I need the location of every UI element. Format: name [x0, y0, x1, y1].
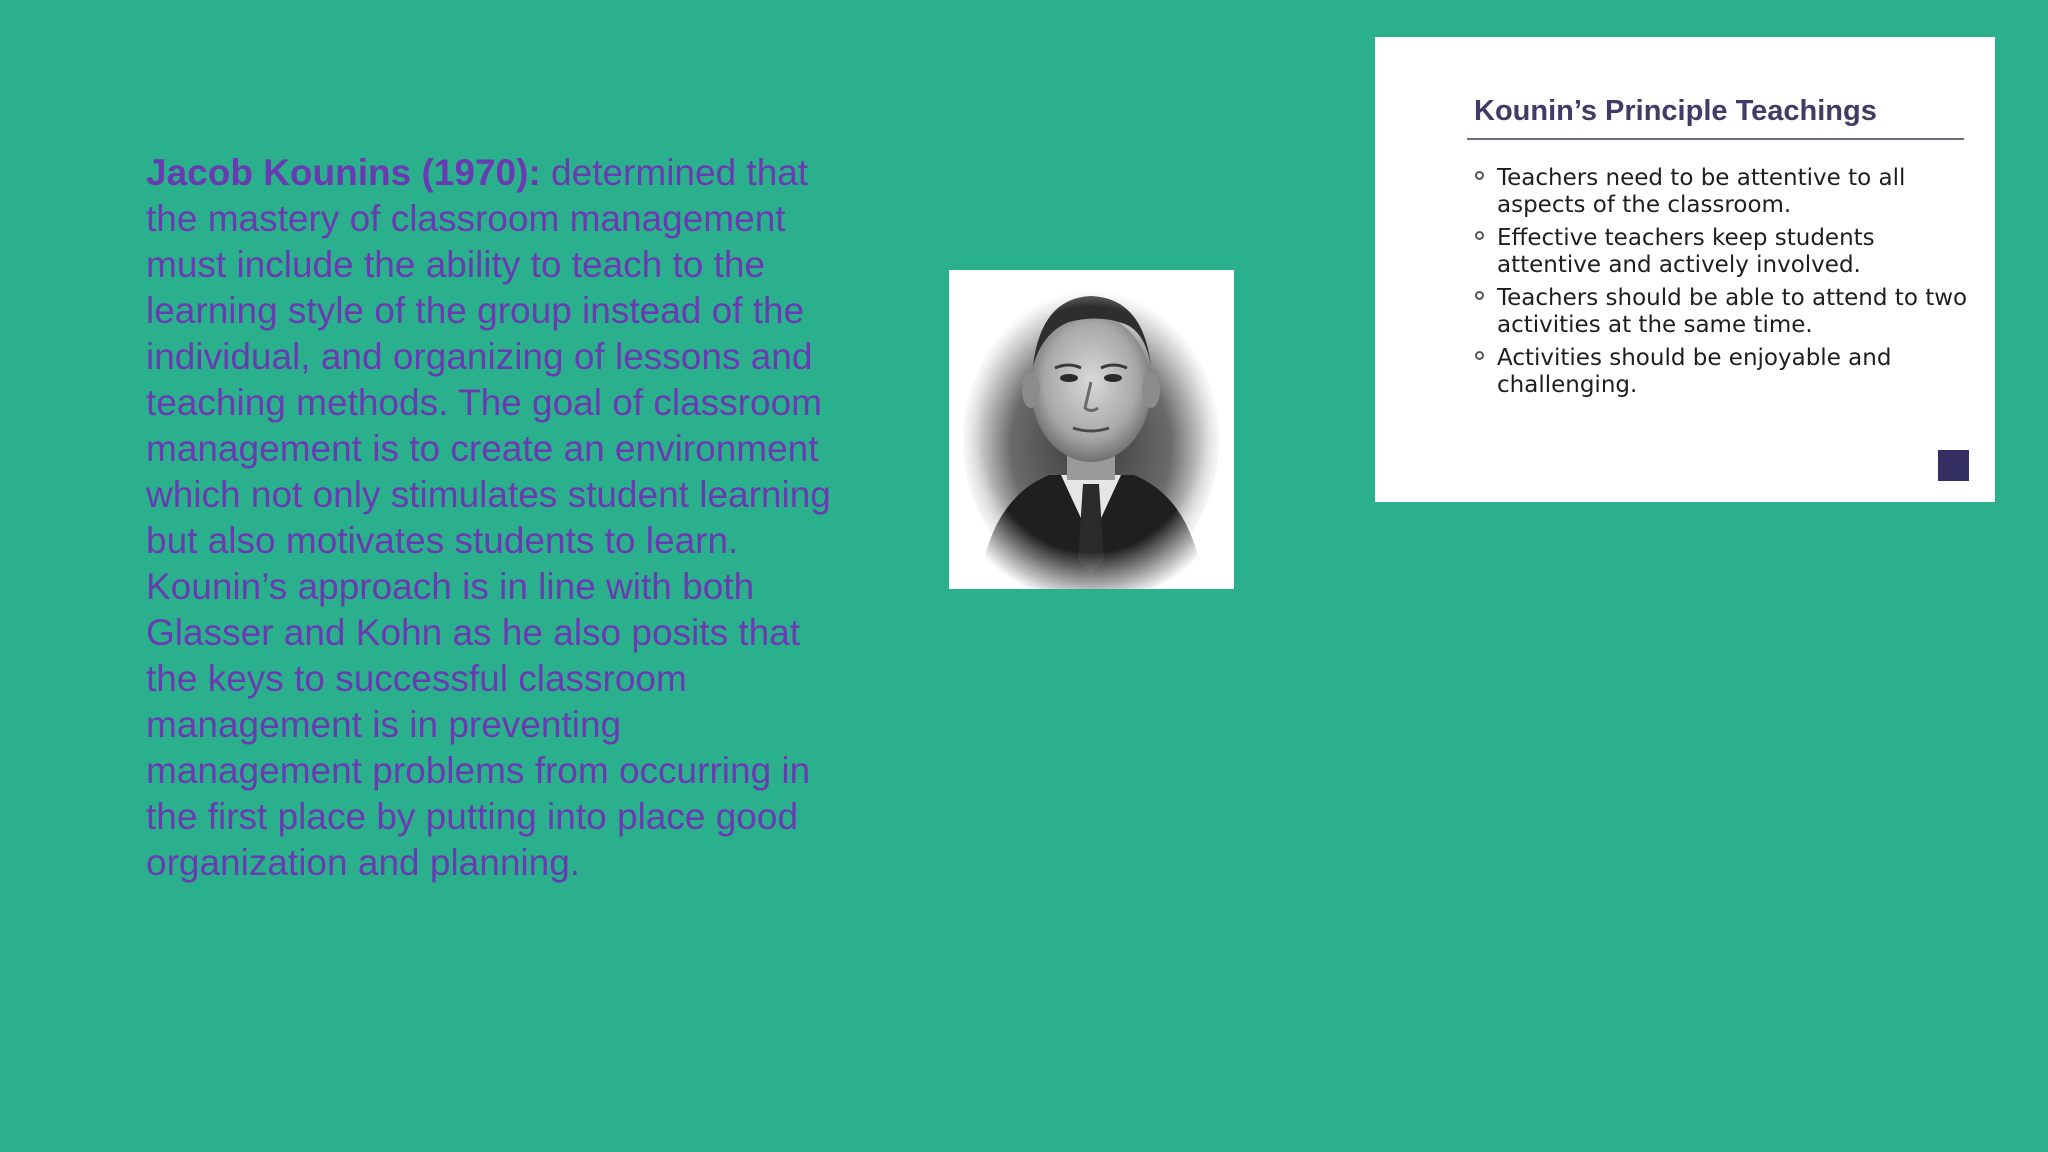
list-item	[1475, 225, 1975, 279]
square-accent-icon	[1938, 450, 1969, 481]
list-item	[1475, 165, 1975, 219]
list-item-text: Teachers should be able to attend to two activities at the same time.	[1497, 285, 1968, 338]
list-item-text: Activities should be enjoyable and challenging.	[1497, 345, 1892, 398]
card-title: Kounin’s Principle Teachings	[1474, 95, 1877, 127]
card-title-divider	[1467, 138, 1964, 140]
body-text-lead: Jacob Kounins (1970):	[146, 152, 541, 193]
list-item	[1475, 285, 1975, 339]
list-item-text: Effective teachers keep students attentive and actively involved.	[1497, 225, 1875, 278]
principles-card	[1375, 37, 1995, 502]
portrait-illustration	[949, 270, 1234, 589]
circle-bullet-icon	[1475, 231, 1484, 240]
body-text-content: determined that the mastery of classroom management must include the ability to teach to the learning style of the group instead of the individual, and organizing of lessons and teaching methods. The goal of classroom management is to create an environment which not only stimulates student learning but also motivates students to learn. Kounin’s approach is in line with both Glasser and Kohn as he also posits that the keys to successful classroom management is in preventing management problems from occurring in the first place by putting into place good organization and planning.	[146, 152, 831, 883]
list-item	[1475, 345, 1975, 399]
principles-list	[1475, 165, 1975, 405]
circle-bullet-icon	[1475, 351, 1484, 360]
circle-bullet-icon	[1475, 291, 1484, 300]
portrait-photo	[949, 270, 1234, 589]
body-text	[146, 150, 846, 886]
list-item-text: Teachers need to be attentive to all aspects of the classroom.	[1497, 165, 1906, 218]
circle-bullet-icon	[1475, 171, 1484, 180]
